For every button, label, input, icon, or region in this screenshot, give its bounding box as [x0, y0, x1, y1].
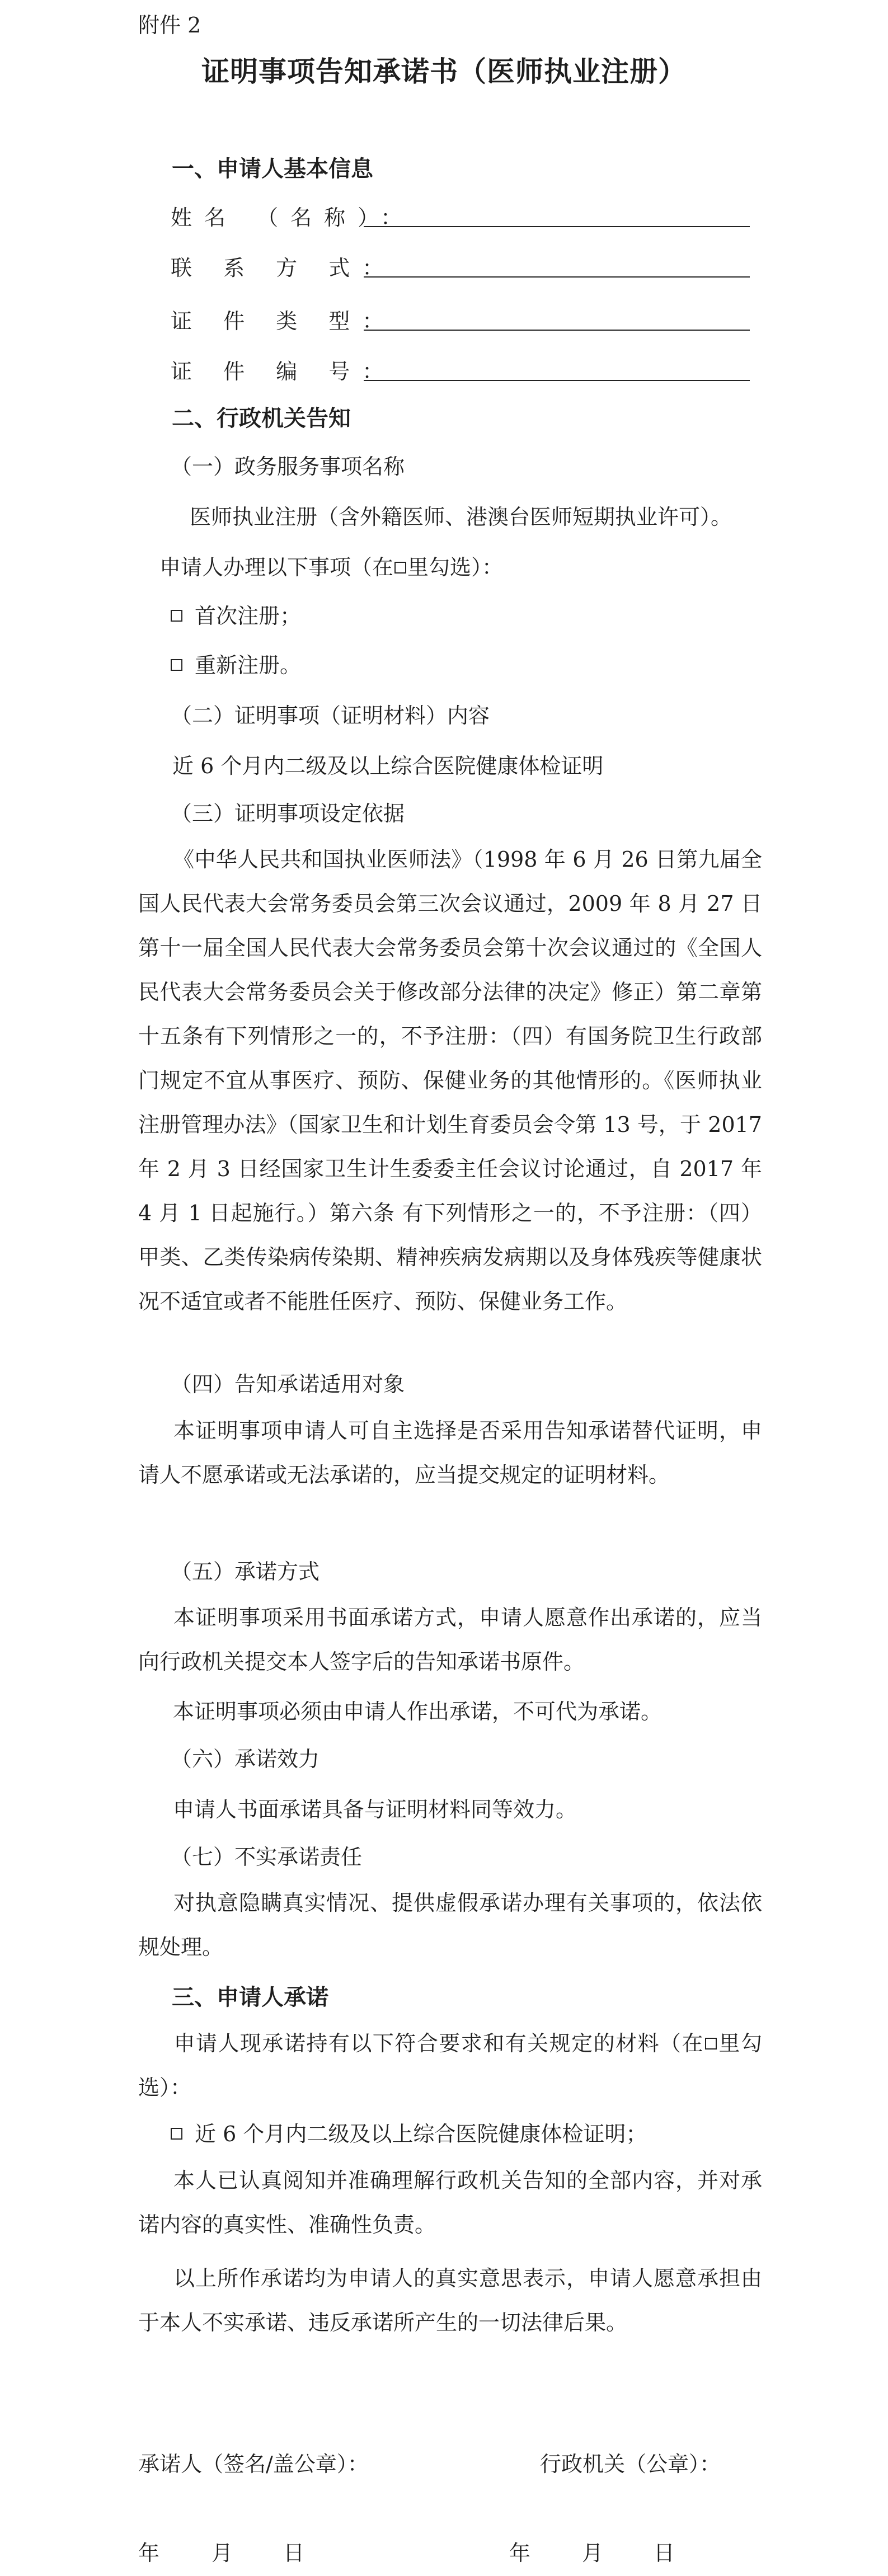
checkbox-first-registration[interactable]: [171, 610, 182, 622]
false-commitment-paragraph: [138, 1881, 762, 1969]
checkbox-re-registration[interactable]: [171, 659, 182, 671]
section2-heading: 二、行政机关告知: [172, 406, 351, 431]
false-commitment-text: 对执意隐瞒真实情况、提供虚假承诺办理有关事项的，依法依规处理。: [138, 1891, 762, 1959]
id-number-input-line[interactable]: [364, 380, 750, 381]
service-prompt-after: 里勾选）：: [407, 555, 504, 580]
field-label-name: 姓名 （名称）：: [171, 205, 415, 230]
applicant-signature-label: 承诺人（签名/盖公章）：: [138, 2452, 369, 2476]
agency-date-year: 年: [509, 2541, 531, 2565]
option-first-registration[interactable]: [171, 599, 301, 629]
legal-basis-paragraph: [138, 838, 762, 1324]
agency-seal-label: 行政机关（公章）：: [540, 2452, 721, 2476]
proof-content-text: 近 6 个月内二级及以上综合医院健康体检证明: [172, 754, 604, 778]
applicant-commitment-intro-before: 申请人现承诺持有以下符合要求和有关规定的材料（在: [173, 2031, 704, 2056]
sub1-heading: （一）政务服务事项名称: [171, 454, 405, 479]
sub4-heading: （四）告知承诺适用对象: [171, 1372, 405, 1397]
section3-heading: 三、申请人承诺: [172, 1985, 328, 2010]
field-label-id-number: 证 件 编 号：: [171, 359, 396, 384]
id-type-input-line[interactable]: [364, 330, 750, 331]
sub3-heading: （三）证明事项设定依据: [171, 801, 405, 826]
sub2-heading: （二）证明事项（证明材料）内容: [171, 703, 490, 728]
name-input-line[interactable]: [364, 226, 750, 227]
service-prompt-before: 申请人办理以下事项（在: [159, 555, 394, 580]
field-label-id-type: 证 件 类 型：: [171, 309, 396, 333]
contact-input-line[interactable]: [364, 276, 750, 278]
acknowledgement-paragraph: [138, 2159, 762, 2247]
attachment-label: 附件 2: [138, 13, 201, 37]
applicant-date-year: 年: [138, 2541, 160, 2565]
document-title: 证明事项告知承诺书（医师执业注册）: [201, 55, 687, 88]
option-health-certificate[interactable]: [171, 2117, 647, 2147]
commitment-effect-text: 申请人书面承诺具备与证明材料同等效力。: [173, 1797, 577, 1822]
liability-text: 以上所作承诺均为申请人的真实意思表示，申请人愿意承担由于本人不实承诺、违反承诺所产生的一切法律后果。: [138, 2266, 762, 2335]
legal-basis-text: 《中华人民共和国执业医师法》（1998 年 6 月 26 日第九届全国人民代表大会常务委员会第三次会议通过，2009 年 8 月 27 日第十一届全国人民代表大会常务委员会第十次会议通过的《全国人民代表大会常务委员会关于修改部分法律的决定》修正）第二章第十五条有下列情形之一的，不予注册：（四）有国务院卫生行政部门规定不宜从事医疗、预防、保健业务的其他情形的。《医师执业注册管理办法》（国家卫生和计划生育委员会令第 13 号，于 2017 年 2 月 3 日经国家卫生计生委委主任会议讨论通过，自 2017 年 4 月 1 日起施行。）第六条 有下列情形之一的，不予注册：（四）甲类、乙类传染病传染期、精神疾病发病期以及身体残疾等健康状况不适宜或者不能胜任医疗、预防、保健业务工作。: [138, 847, 762, 1314]
applicant-commitment-intro-after: 里勾选）：: [138, 2031, 762, 2100]
applicant-date-month: 月: [212, 2541, 233, 2565]
applicable-party-text: 本证明事项申请人可自主选择是否采用告知承诺替代证明，申请人不愿承诺或无法承诺的，应当提交规定的证明材料。: [138, 1418, 762, 1487]
sub6-heading: （六）承诺效力: [171, 1747, 320, 1771]
acknowledgement-text: 本人已认真阅知并准确理解行政机关告知的全部内容，并对承诺内容的真实性、准确性负责。: [138, 2168, 762, 2237]
option-re-registration[interactable]: [171, 648, 301, 679]
liability-paragraph: [138, 2257, 762, 2345]
commitment-self-text: 本证明事项必须由申请人作出承诺，不可代为承诺。: [173, 1699, 663, 1724]
option-health-certificate-label: 近 6 个月内二级及以上综合医院健康体检证明；: [195, 2122, 647, 2146]
section1-heading: 一、申请人基本信息: [172, 156, 373, 182]
applicant-date-day: 日: [283, 2541, 305, 2565]
sub5-heading: （五）承诺方式: [171, 1559, 320, 1584]
checkbox-sample-icon: [394, 562, 406, 574]
commitment-method-paragraph: [138, 1596, 762, 1684]
applicable-party-paragraph: [138, 1409, 762, 1497]
applicant-commitment-intro: [138, 2022, 762, 2110]
option-re-registration-label: 重新注册。: [195, 653, 302, 678]
field-label-contact: 联 系 方 式：: [171, 256, 396, 280]
agency-date-month: 月: [582, 2541, 604, 2565]
service-prompt: [159, 550, 503, 581]
service-name-text: 医师执业注册（含外籍医师、港澳台医师短期执业许可）。: [190, 505, 732, 529]
commitment-method-text: 本证明事项采用书面承诺方式，申请人愿意作出承诺的，应当向行政机关提交本人签字后的告知承诺书原件。: [138, 1605, 762, 1674]
agency-date-day: 日: [654, 2541, 675, 2565]
option-first-registration-label: 首次注册；: [195, 604, 302, 628]
checkbox-health-certificate[interactable]: [171, 2128, 182, 2140]
checkbox-sample-icon: [705, 2038, 717, 2049]
sub7-heading: （七）不实承诺责任: [171, 1845, 363, 1869]
